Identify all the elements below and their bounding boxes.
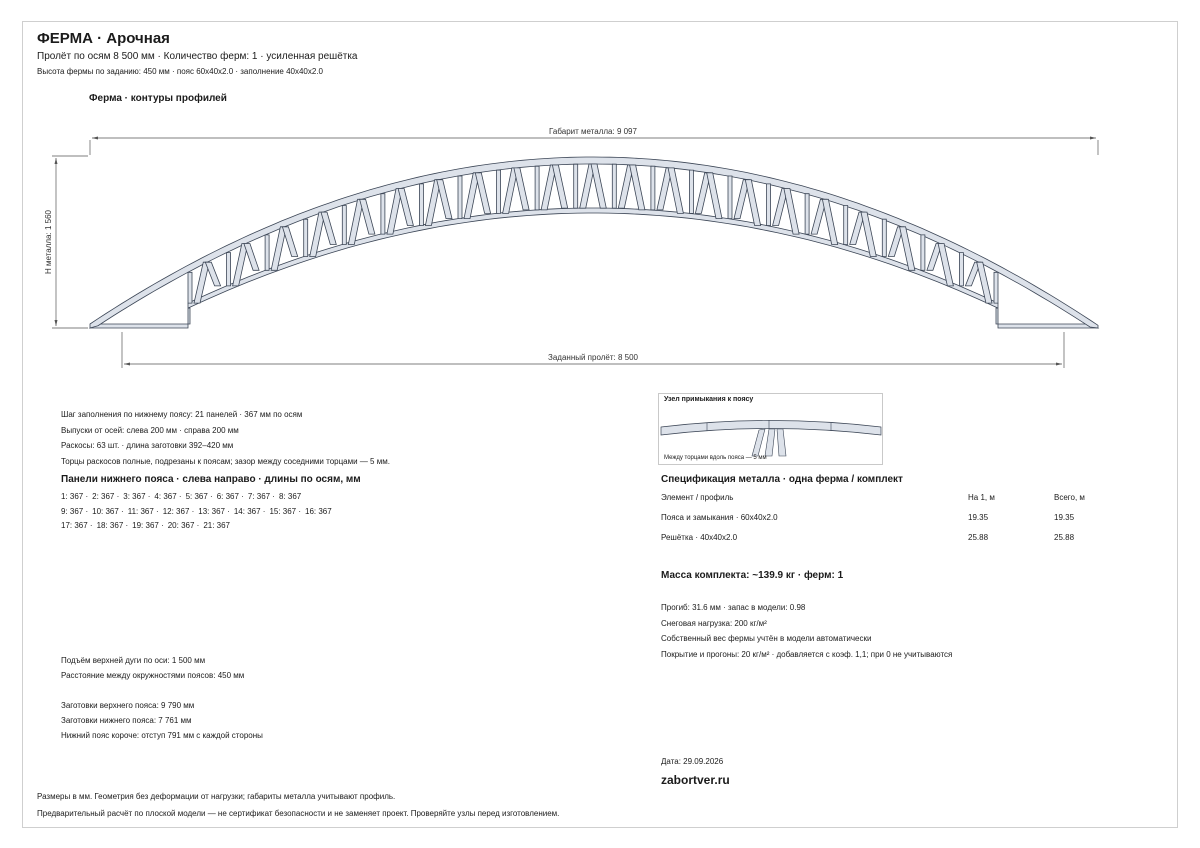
panels-row (61, 505, 421, 520)
truss-brace (342, 206, 346, 245)
load-self-weight: Собственный вес фермы учтён в модели автоматически (661, 634, 872, 643)
truss-brace (689, 170, 693, 213)
panel-length: 6: 367 · (216, 492, 244, 501)
truss-brace (381, 194, 385, 234)
truss-brace (784, 189, 799, 235)
truss-brace (861, 212, 876, 256)
truss-brace (591, 164, 606, 208)
panel-length: 20: 367 · (167, 521, 200, 530)
kit-mass: Масса комплекта: ~139.9 кг · ферм: 1 (661, 570, 844, 581)
load-roofing: Покрытие и прогоны: 20 кг/м² · добавляется с коэф. 1,1; при 0 не учитываются (661, 650, 953, 659)
param-braces: Раскосы: 63 шт. · длина заготовки 392–420 мм (61, 441, 234, 450)
spec-col-total: Всего, м (1054, 493, 1085, 502)
truss-drawing (0, 0, 1200, 370)
panel-length: 2: 367 · (92, 492, 120, 501)
truss-brace (227, 253, 231, 286)
panel-length: 3: 367 · (123, 492, 151, 501)
panel-length: 18: 367 · (96, 521, 129, 530)
spec-row-name: Решётка · 40x40x2.0 (661, 533, 738, 542)
panel-length: 4: 367 · (154, 492, 182, 501)
truss-brace (497, 170, 501, 213)
panel-length: 1: 367 · (61, 492, 89, 501)
truss-brace (767, 184, 771, 226)
truss-brace (921, 235, 925, 270)
page-subtitle: Пролёт по осям 8 500 мм · Количество ферм: 1 · усиленная решётка (37, 51, 358, 62)
geom-chord-distance: Расстояние между окружностями поясов: 450 мм (61, 671, 245, 680)
spec-row-total: 19.35 (1054, 513, 1075, 522)
truss-brace (321, 212, 336, 244)
truss-brace (994, 272, 998, 303)
page-subtitle-detail: Высота фермы по заданию: 450 мм · пояс 60x40x2.0 · заполнение 40x40x2.0 (37, 67, 323, 76)
spec-row-name: Пояса и замыкания · 60x40x2.0 (661, 513, 778, 522)
page-title: ФЕРМА · Арочная (37, 30, 170, 47)
panel-length: 11: 367 · (127, 506, 159, 516)
width-dimension-label: Габарит металла: 9 097 (549, 127, 637, 136)
panel-length: 5: 367 · (185, 492, 213, 501)
truss-brace (437, 180, 452, 219)
truss-brace (398, 189, 413, 226)
truss-brace (574, 164, 578, 208)
panels-row (61, 519, 421, 534)
truss-brace (360, 199, 375, 234)
load-deflection: Прогиб: 31.6 мм · запас в модели: 0.98 (661, 603, 806, 612)
panel-length: 19: 367 · (132, 521, 164, 530)
brand-site: zabortver.ru (661, 773, 730, 787)
truss-brace (822, 199, 837, 244)
spec-col-one: На 1, м (968, 493, 995, 502)
truss-brace (188, 272, 192, 303)
drawing-heading: Ферма · контуры профилей (89, 93, 227, 104)
param-overhangs: Выпуски от осей: слева 200 мм · справа 200 мм (61, 426, 239, 435)
panels-heading: Панели нижнего пояса · слева направо · длины по осям, мм (61, 474, 361, 485)
panel-length: 12: 367 · (162, 506, 195, 516)
truss-brace (668, 168, 683, 214)
inset-title: Узел примыкания к поясу (664, 396, 754, 403)
truss-brace (651, 166, 655, 210)
joint-detail-inset (658, 393, 883, 465)
truss-brace (514, 168, 529, 210)
truss-brace (205, 262, 220, 286)
panel-length: 15: 367 · (269, 506, 302, 516)
panel-length: 14: 367 · (233, 506, 266, 516)
spec-col-element: Элемент / профиль (661, 493, 734, 502)
inset-caption: Между торцами вдоль пояса — 5 мм (664, 455, 767, 461)
truss-brace (728, 176, 732, 219)
panel-length: 9: 367 · (61, 506, 89, 516)
panels-row (61, 490, 421, 505)
panel-length: 21: 367 (203, 521, 231, 530)
truss-brace (475, 173, 490, 214)
truss-brace (844, 206, 848, 245)
truss-brace (805, 194, 809, 234)
truss-brace (707, 173, 722, 219)
spec-heading: Спецификация металла · одна ферма / комплект (661, 474, 903, 485)
load-snow: Снеговая нагрузка: 200 кг/м² (661, 619, 767, 628)
panel-length: 8: 367 (278, 492, 302, 501)
geom-arch-rise: Подъём верхней дуги по оси: 1 500 мм (61, 656, 206, 665)
truss-brace (630, 165, 645, 210)
geom-bottom-blanks: Заготовки нижнего пояса: 7 761 мм (61, 716, 192, 725)
truss-brace (282, 227, 297, 257)
panels-list (61, 490, 421, 534)
height-dimension-label: Н металла: 1 560 (44, 210, 53, 274)
spec-row-one: 19.35 (968, 513, 989, 522)
truss-brace (265, 235, 269, 270)
joint-detail-drawing (659, 394, 882, 464)
truss-brace (552, 165, 567, 208)
panel-length: 16: 367 (305, 506, 332, 516)
param-brace-ends: Торцы раскосов полные, подрезаны к поясам; зазор между соседними торцами — 5 мм. (61, 457, 390, 466)
truss-brace (612, 164, 616, 208)
panel-length: 10: 367 · (92, 506, 124, 516)
truss-brace (458, 176, 462, 219)
panel-length: 17: 367 · (61, 521, 93, 530)
issue-date: Дата: 29.09.2026 (661, 757, 724, 766)
param-fill-step: Шаг заполнения по нижнему поясу: 21 панелей · 367 мм по осям (61, 410, 303, 419)
truss-brace (745, 180, 760, 226)
truss-brace (882, 219, 886, 256)
footer-disclaimer: Предварительный расчёт по плоской модели — не сертификат безопасности и не заменяет проект. Проверяйте узлы перед изготовлением. (37, 809, 560, 818)
span-dimension-label: Заданный пролёт: 8 500 (548, 353, 638, 362)
geom-top-blanks: Заготовки верхнего пояса: 9 790 мм (61, 701, 195, 710)
panel-length: 13: 367 · (198, 506, 230, 516)
truss-brace (959, 253, 963, 286)
truss-brace (419, 184, 423, 226)
geom-bottom-offset: Нижний пояс короче: отступ 791 мм с каждой стороны (61, 731, 263, 740)
top-chord (90, 157, 1098, 328)
truss-brace (244, 244, 259, 271)
footer-note: Размеры в мм. Геометрия без деформации от нагрузки; габариты металла учитывают профиль. (37, 792, 396, 801)
truss-brace (304, 219, 308, 256)
arch-truss (90, 157, 1098, 328)
truss-brace (535, 166, 539, 210)
spec-row-one: 25.88 (968, 533, 989, 542)
panel-length: 7: 367 · (247, 492, 275, 501)
spec-row-total: 25.88 (1054, 533, 1075, 542)
